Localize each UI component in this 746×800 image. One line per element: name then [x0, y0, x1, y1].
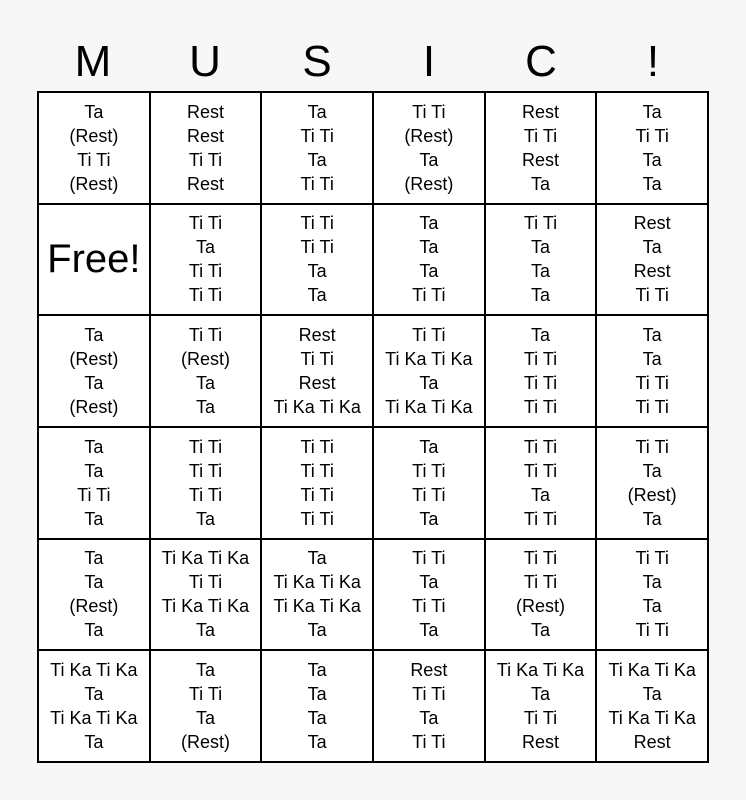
rhythm-line: Ti Ka Ti Ka [496, 660, 585, 681]
bingo-cell-r3-c1[interactable] [38, 315, 150, 427]
rhythm-line: (Rest) [627, 484, 677, 505]
bingo-cell-r2-c6[interactable] [596, 204, 708, 316]
rhythm-line: Ti Ti [523, 373, 558, 394]
rhythm-line: Ta [84, 684, 104, 705]
rhythm-line: Ti Ti [523, 548, 558, 569]
rhythm-line: Ta [642, 325, 662, 346]
rhythm-line: Ta [530, 237, 550, 258]
rhythm-line: Ta [84, 101, 104, 122]
bingo-cell-r4-c5[interactable] [485, 427, 597, 539]
rhythm-line: Ti Ka Ti Ka [273, 596, 361, 617]
rhythm-line: Ta [307, 684, 327, 705]
rhythm-line: Ti Ka Ti Ka [161, 548, 250, 569]
bingo-cell-r3-c2[interactable] [150, 315, 262, 427]
rhythm-line: Rest [633, 213, 671, 234]
rhythm-line: Rest [298, 373, 336, 394]
bingo-cell-r2-c5[interactable] [485, 204, 597, 316]
rhythm-line: Ti Ti [523, 213, 558, 234]
header-letter-m: M [74, 37, 112, 86]
rhythm-line: Ti Ti [635, 620, 669, 641]
rhythm-line: Ti Ti [188, 285, 223, 306]
bingo-header [37, 34, 709, 90]
rhythm-line: Ti Ti [300, 173, 334, 194]
rhythm-line: Ta [642, 596, 662, 617]
bingo-cell-r4-c1[interactable] [38, 427, 150, 539]
bingo-cell-r2-c2[interactable] [150, 204, 262, 316]
rhythm-line: Ti Ti [523, 508, 558, 529]
rhythm-line: Ti Ka Ti Ka [273, 397, 361, 418]
bingo-cell-r6-c1[interactable] [38, 650, 150, 762]
rhythm-line: Ti Ti [523, 125, 558, 146]
rhythm-line: Ti Ti [523, 572, 558, 593]
rhythm-line: Ti Ti [412, 684, 446, 705]
rhythm-line: Ti Ti [523, 349, 558, 370]
header-letter-c: C [525, 37, 557, 86]
rhythm-line: Ti Ka Ti Ka [273, 572, 361, 593]
rhythm-line: Ta [307, 708, 327, 729]
bingo-cell-r1-c5[interactable] [485, 92, 597, 204]
rhythm-line: Ti Ti [412, 460, 446, 481]
rhythm-line: Ta [84, 548, 104, 569]
rhythm-line: Ti Ti [523, 708, 558, 729]
bingo-cell-r6-c2[interactable] [150, 650, 262, 762]
rhythm-line: (Rest) [69, 125, 119, 146]
rhythm-line: Ta [530, 484, 550, 505]
rhythm-line: Ti Ti [188, 684, 223, 705]
rhythm-line: Ta [642, 173, 662, 194]
rhythm-line: Rest [186, 101, 224, 122]
rhythm-line: Ta [419, 237, 439, 258]
rhythm-line: Ta [84, 436, 104, 457]
rhythm-line: Ta [84, 508, 104, 529]
rhythm-line: Ta [419, 508, 439, 529]
bingo-cell-r1-c4[interactable] [373, 92, 485, 204]
rhythm-line: Rest [521, 101, 559, 122]
rhythm-line: Ta [195, 508, 215, 529]
bingo-cell-r3-c6[interactable] [596, 315, 708, 427]
rhythm-line: Ta [419, 373, 439, 394]
rhythm-line: Ta [530, 261, 550, 282]
rhythm-line: Ta [307, 548, 327, 569]
rhythm-line: Ta [642, 684, 662, 705]
rhythm-line: Rest [633, 261, 671, 282]
rhythm-line: Ta [84, 460, 104, 481]
rhythm-line: Ti Ti [300, 213, 334, 234]
rhythm-line: Ti Ti [635, 285, 669, 306]
rhythm-line: (Rest) [404, 125, 454, 146]
rhythm-line: Ti Ka Ti Ka [608, 660, 696, 681]
rhythm-line: Ti Ti [77, 149, 111, 170]
rhythm-line: Ti Ti [412, 596, 446, 617]
rhythm-line: Rest [521, 732, 559, 753]
rhythm-line: Ti Ti [188, 325, 223, 346]
rhythm-line: Ta [642, 237, 662, 258]
bingo-cell-r5-c1[interactable] [38, 539, 150, 651]
bingo-cell-r5-c5[interactable] [485, 539, 597, 651]
rhythm-line: Ta [84, 732, 104, 753]
header-letter-u: U [189, 37, 221, 86]
rhythm-line: Ta [195, 708, 215, 729]
rhythm-line: Ti Ti [412, 101, 446, 122]
bingo-cell-r6-c5[interactable] [485, 650, 597, 762]
rhythm-line: Ta [195, 397, 215, 418]
rhythm-line: Ta [84, 572, 104, 593]
rhythm-line: Ti Ti [635, 397, 669, 418]
bingo-cell-r1-c6[interactable] [596, 92, 708, 204]
rhythm-line: Ta [642, 101, 662, 122]
rhythm-line: Ta [419, 572, 439, 593]
rhythm-line: Ta [84, 620, 104, 641]
rhythm-line: Ta [419, 261, 439, 282]
rhythm-line: Ta [195, 373, 215, 394]
bingo-cell-r4-c6[interactable] [596, 427, 708, 539]
rhythm-line: (Rest) [180, 349, 230, 370]
bingo-board [37, 91, 709, 763]
rhythm-line: Ta [419, 149, 439, 170]
rhythm-line: Ti Ti [523, 460, 558, 481]
rhythm-line: Ta [307, 732, 327, 753]
rhythm-line: Rest [186, 173, 224, 194]
header-letter-s: S [302, 37, 332, 86]
rhythm-line: (Rest) [69, 596, 119, 617]
bingo-cell-r4-c3[interactable] [261, 427, 373, 539]
rhythm-line: Ta [84, 325, 104, 346]
rhythm-line: Ti Ti [188, 213, 223, 234]
rhythm-line: Ta [195, 237, 215, 258]
rhythm-line: Ta [642, 572, 662, 593]
rhythm-line: Ti Ti [300, 125, 334, 146]
bingo-cell-r4-c4[interactable] [373, 427, 485, 539]
rhythm-line: Ta [307, 261, 327, 282]
rhythm-line: Ti Ti [300, 436, 334, 457]
bingo-cell-r5-c6[interactable] [596, 539, 708, 651]
rhythm-line: Ti Ti [635, 373, 669, 394]
header-letter-exclamation: ! [646, 37, 660, 86]
rhythm-line: Ta [642, 508, 662, 529]
rhythm-line: Ta [642, 349, 662, 370]
bingo-cell-r1-c3[interactable] [261, 92, 373, 204]
bingo-cell-r4-c2[interactable] [150, 427, 262, 539]
rhythm-line: Ti Ti [412, 325, 446, 346]
bingo-cell-r6-c4[interactable] [373, 650, 485, 762]
rhythm-line: Ti Ti [300, 349, 334, 370]
rhythm-line: Ti Ti [188, 261, 223, 282]
free-space-cell[interactable] [38, 204, 150, 316]
rhythm-line: Ta [530, 620, 550, 641]
header-letter-i: I [422, 37, 436, 86]
rhythm-line: Rest [298, 325, 336, 346]
rhythm-line: Ta [530, 173, 550, 194]
rhythm-line: Ti Ti [188, 436, 223, 457]
rhythm-line: (Rest) [69, 173, 119, 194]
rhythm-line: Ti Ti [635, 548, 669, 569]
rhythm-line: Ta [307, 101, 327, 122]
rhythm-line: Ta [307, 149, 327, 170]
bingo-cell-r5-c4[interactable] [373, 539, 485, 651]
rhythm-line: Ti Ti [300, 237, 334, 258]
rhythm-line: Ta [84, 373, 104, 394]
bingo-cell-r6-c3[interactable] [261, 650, 373, 762]
rhythm-line: Rest [521, 149, 559, 170]
rhythm-line: Ta [195, 660, 215, 681]
rhythm-line: Ta [307, 660, 327, 681]
rhythm-line: Ta [419, 708, 439, 729]
rhythm-line: Ta [419, 213, 439, 234]
rhythm-line: Ta [195, 620, 215, 641]
bingo-cell-r2-c4[interactable] [373, 204, 485, 316]
rhythm-line: Ti Ka Ti Ka [50, 708, 138, 729]
rhythm-line: Ti Ti [635, 125, 669, 146]
rhythm-line: Ti Ti [188, 484, 223, 505]
rhythm-line: Ta [307, 620, 327, 641]
rhythm-line: Ti Ka Ti Ka [161, 596, 250, 617]
free-space-label: Free! [47, 237, 141, 282]
rhythm-line: Rest [633, 732, 671, 753]
rhythm-line: Ta [642, 149, 662, 170]
rhythm-line: Rest [186, 125, 224, 146]
rhythm-line: (Rest) [404, 173, 454, 194]
bingo-cell-r2-c3[interactable] [261, 204, 373, 316]
rhythm-line: (Rest) [69, 349, 119, 370]
rhythm-line: Ti Ti [412, 285, 446, 306]
rhythm-line: Ti Ti [412, 484, 446, 505]
rhythm-line: Ti Ka Ti Ka [608, 708, 696, 729]
rhythm-line: Ti Ti [300, 460, 334, 481]
rhythm-line: Ti Ti [188, 460, 223, 481]
bingo-cell-r3-c3[interactable] [261, 315, 373, 427]
rhythm-line: (Rest) [180, 732, 230, 753]
rhythm-line: Ta [530, 325, 550, 346]
rhythm-line: Ti Ti [412, 732, 446, 753]
bingo-cell-r6-c6[interactable] [596, 650, 708, 762]
rhythm-line: Ta [419, 436, 439, 457]
rhythm-line: Ti Ti [188, 149, 223, 170]
rhythm-line: (Rest) [515, 596, 565, 617]
rhythm-line: Ti Ti [300, 484, 334, 505]
rhythm-line: Ta [530, 285, 550, 306]
bingo-cell-r5-c3[interactable] [261, 539, 373, 651]
rhythm-line: Ti Ti [300, 508, 334, 529]
rhythm-line: Ti Ti [188, 572, 223, 593]
rhythm-line: Ta [530, 684, 550, 705]
rhythm-line: Ti Ka Ti Ka [385, 397, 473, 418]
bingo-cell-r5-c2[interactable] [150, 539, 262, 651]
rhythm-line: Rest [410, 660, 448, 681]
bingo-cell-r1-c1[interactable] [38, 92, 150, 204]
rhythm-line: Ti Ti [523, 436, 558, 457]
bingo-cell-r1-c2[interactable] [150, 92, 262, 204]
rhythm-line: Ta [642, 460, 662, 481]
bingo-cell-r3-c5[interactable] [485, 315, 597, 427]
rhythm-line: Ti Ti [523, 397, 558, 418]
rhythm-line: Ti Ti [635, 436, 669, 457]
rhythm-line: (Rest) [69, 397, 119, 418]
rhythm-line: Ti Ti [77, 484, 111, 505]
rhythm-line: Ta [419, 620, 439, 641]
rhythm-line: Ti Ka Ti Ka [50, 660, 138, 681]
rhythm-line: Ti Ti [412, 548, 446, 569]
bingo-cell-r3-c4[interactable] [373, 315, 485, 427]
rhythm-line: Ti Ka Ti Ka [385, 349, 473, 370]
rhythm-line: Ta [307, 285, 327, 306]
